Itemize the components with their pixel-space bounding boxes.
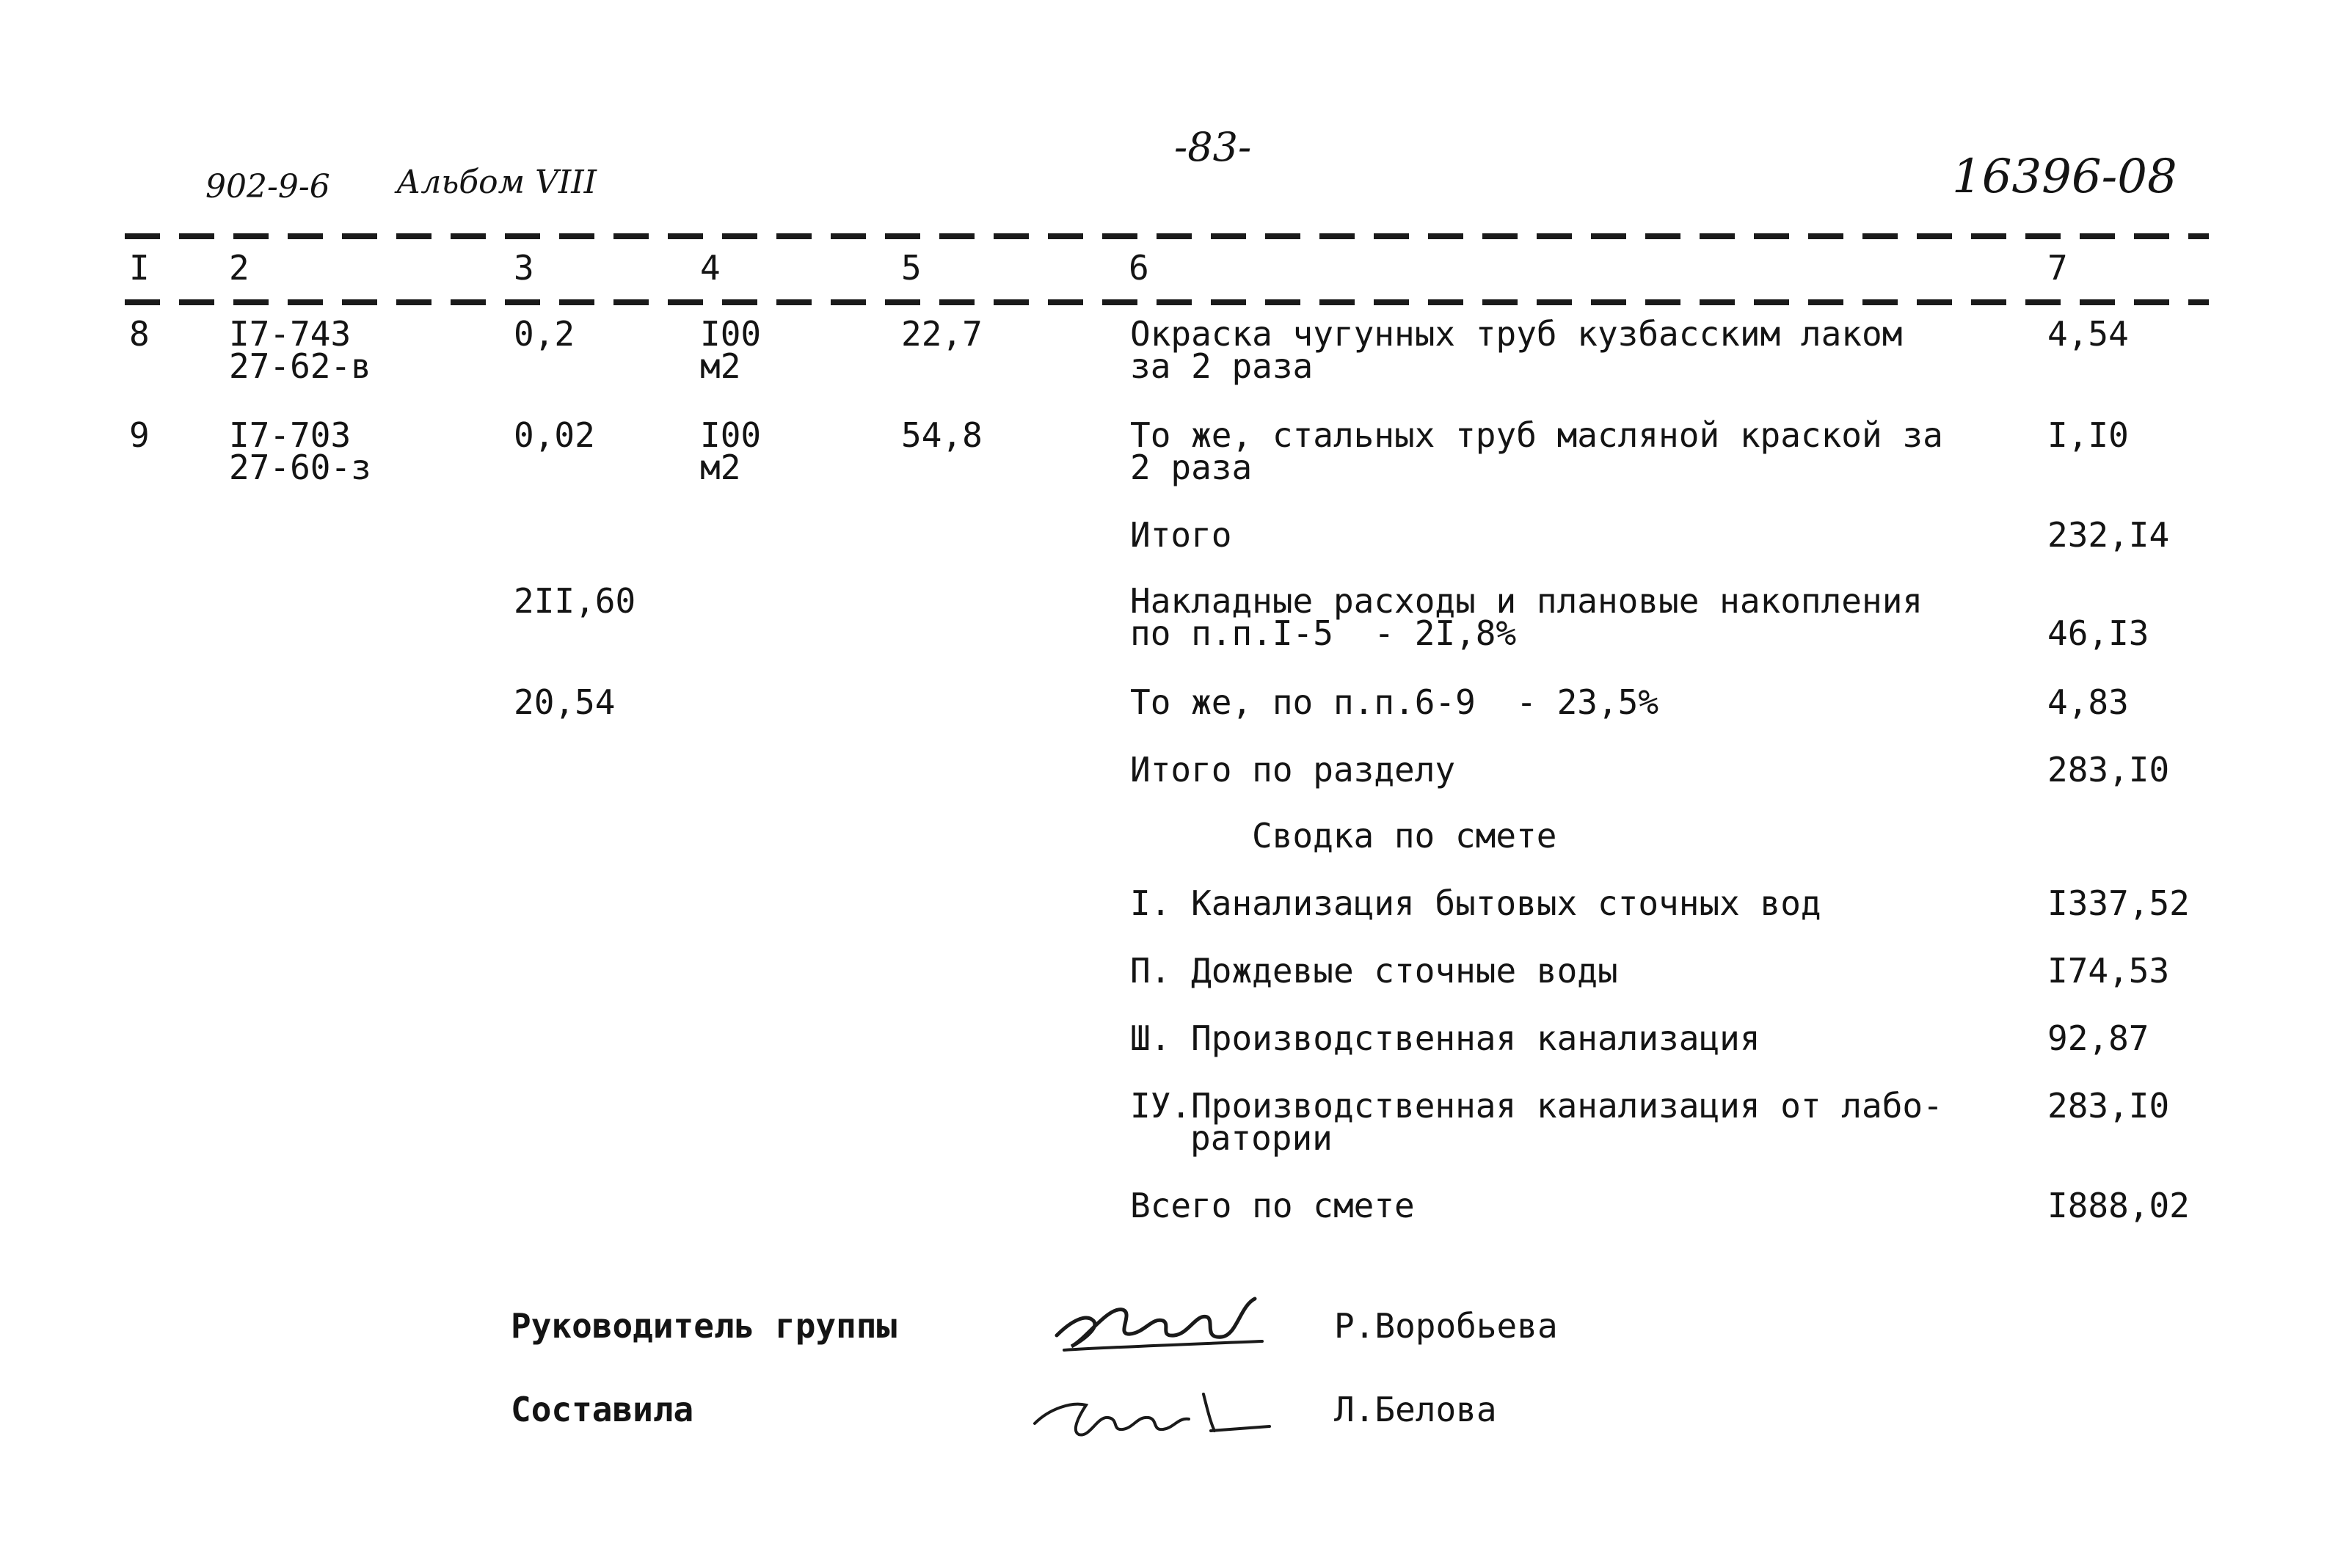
table-top-rule bbox=[125, 233, 2209, 239]
album-code: 902-9-6 bbox=[205, 168, 330, 205]
row-description: То же, стальных труб масляной краской за bbox=[1130, 415, 1943, 455]
summary-item-4: IУ.Производственная канализация от лабо- bbox=[1130, 1086, 1943, 1126]
summary-value-3: 92,87 bbox=[2047, 1018, 2149, 1058]
row-description-cont: за 2 раза bbox=[1130, 346, 1314, 386]
row-description-cont: 2 раза bbox=[1130, 448, 1253, 487]
same-base: 20,54 bbox=[514, 682, 616, 722]
summary-value-1: I337,52 bbox=[2047, 883, 2190, 923]
table-header-rule bbox=[125, 299, 2209, 305]
section-total-label: Итого по разделу bbox=[1130, 750, 1456, 790]
signature-name-lead: Р.Воробьева bbox=[1334, 1306, 1558, 1346]
signature-role-lead: Руководитель группы bbox=[511, 1306, 897, 1346]
summary-item-3: Ш. Производственная канализация bbox=[1130, 1018, 1760, 1058]
summary-title: Сводка по смете bbox=[1252, 816, 1557, 856]
row-unit-sub: м2 bbox=[700, 346, 741, 386]
summary-value-2: I74,53 bbox=[2047, 951, 2170, 991]
row-quantity: 0,02 bbox=[514, 415, 595, 455]
same-label: То же, по п.п.6-9 - 23,5% bbox=[1130, 682, 1659, 722]
row-total: I,I0 bbox=[2047, 415, 2129, 455]
col-header-2: 2 bbox=[229, 248, 250, 288]
row-code-sub: 27-60-з bbox=[229, 448, 371, 487]
overhead-label-cont: по п.п.I-5 - 2I,8% bbox=[1130, 613, 1517, 653]
signature-name-author: Л.Белова bbox=[1334, 1390, 1497, 1429]
row-quantity: 0,2 bbox=[514, 314, 575, 354]
row-code: I7-703 bbox=[229, 415, 352, 455]
document-number: 16396-08 bbox=[1952, 150, 2177, 204]
grand-total-value: I888,02 bbox=[2047, 1186, 2190, 1225]
row-number: 8 bbox=[129, 314, 150, 354]
overhead-base: 2II,60 bbox=[514, 581, 636, 621]
itogo-value: 232,I4 bbox=[2047, 515, 2170, 555]
overhead-value: 46,I3 bbox=[2047, 613, 2149, 653]
row-number: 9 bbox=[129, 415, 150, 455]
col-header-5: 5 bbox=[901, 248, 922, 288]
row-unit: I00 bbox=[700, 415, 762, 455]
itogo-label: Итого bbox=[1130, 515, 1232, 555]
signature-role-author: Составила bbox=[511, 1390, 694, 1429]
col-header-1: I bbox=[129, 248, 150, 288]
col-header-7: 7 bbox=[2047, 248, 2068, 288]
same-value: 4,83 bbox=[2047, 682, 2129, 722]
col-header-4: 4 bbox=[700, 248, 721, 288]
row-code: I7-743 bbox=[229, 314, 352, 354]
summary-item-1: I. Канализация бытовых сточных вод bbox=[1130, 883, 1821, 923]
row-code-sub: 27-62-в bbox=[229, 346, 371, 386]
handwritten-signature-author bbox=[1027, 1372, 1277, 1453]
album-title: Альбом VIII bbox=[396, 164, 597, 201]
row-description: Окраска чугунных труб кузбасским лаком bbox=[1130, 314, 1903, 354]
summary-item-2: П. Дождевые сточные воды bbox=[1130, 951, 1618, 991]
row-total: 4,54 bbox=[2047, 314, 2129, 354]
grand-total-label: Всего по смете bbox=[1130, 1186, 1415, 1225]
summary-value-4: 283,I0 bbox=[2047, 1086, 2170, 1126]
section-total-value: 283,I0 bbox=[2047, 750, 2170, 790]
row-price: 22,7 bbox=[901, 314, 983, 354]
row-unit-sub: м2 bbox=[700, 448, 741, 487]
page-number: -83- bbox=[1174, 124, 1252, 170]
row-price: 54,8 bbox=[901, 415, 983, 455]
summary-item-4-cont: ратории bbox=[1190, 1118, 1333, 1158]
overhead-label: Накладные расходы и плановые накопления bbox=[1130, 581, 1923, 621]
row-unit: I00 bbox=[700, 314, 762, 354]
col-header-6: 6 bbox=[1129, 248, 1149, 288]
col-header-3: 3 bbox=[514, 248, 534, 288]
handwritten-signature-lead bbox=[1042, 1277, 1277, 1365]
